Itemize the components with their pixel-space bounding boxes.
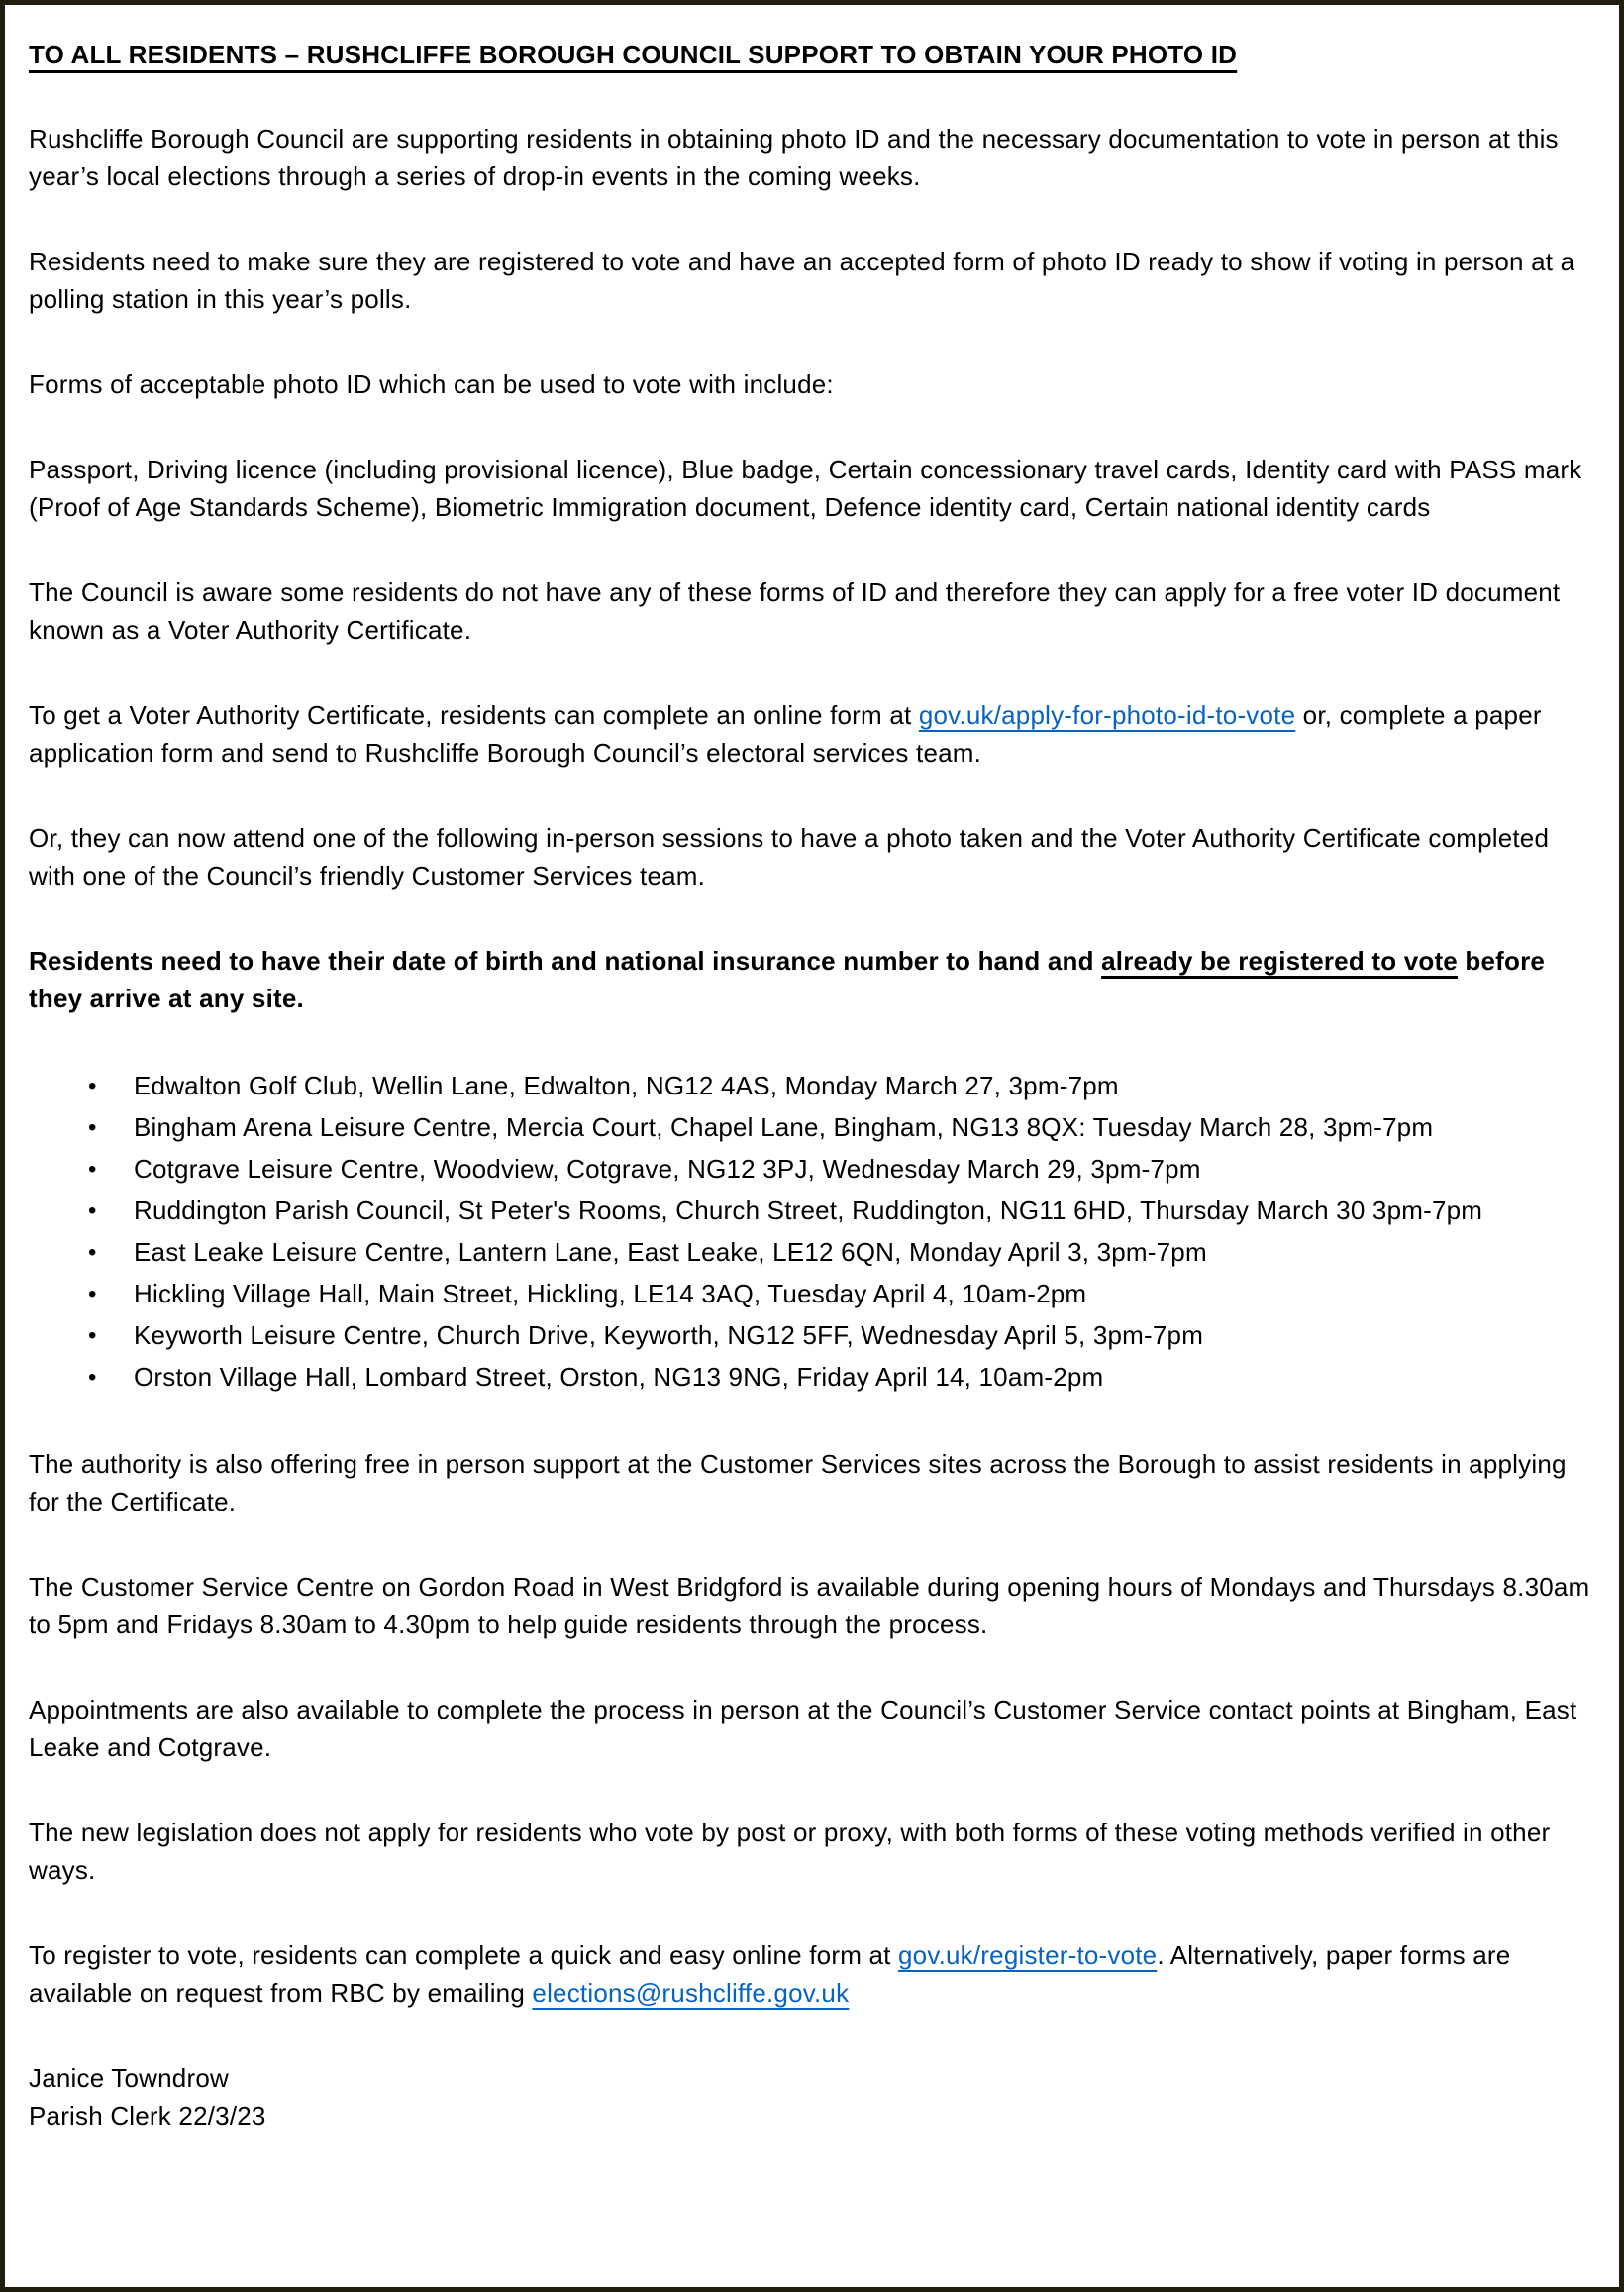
bullet-icon: • — [88, 1156, 97, 1183]
text-run: Residents need to have their date of birth and national insurance number to hand and — [29, 946, 1102, 976]
email-link[interactable]: elections@rushcliffe.gov.uk — [532, 1978, 850, 2008]
session-item — [88, 1148, 1520, 1190]
bullet-icon: • — [88, 1281, 97, 1307]
text-run: To get a Voter Authority Certificate, residents can complete an online form at — [29, 700, 919, 730]
paragraph-registered-reminder: Residents need to make sure they are registered to vote and have an accepted form of photo ID ready to show if voting in person at a polling station in this year’s polls. — [29, 247, 1575, 314]
session-item — [88, 1273, 1520, 1314]
paragraph-appointments: Appointments are also available to complete the process in person at the Council’s Customer Service contact points at Bingham, East Leake and Cotgrave. — [29, 1695, 1577, 1762]
text-run: before they arrive at any site. — [29, 946, 1546, 1013]
paragraph-sessions-intro: Or, they can now attend one of the following in-person sessions to have a photo taken and the Voter Authority Certificate completed with one of the Council’s friendly Customer Services team. — [29, 823, 1550, 890]
apply-photo-id-link[interactable]: gov.uk/apply-for-photo-id-to-vote — [918, 700, 1296, 730]
bullet-icon: • — [88, 1073, 97, 1099]
document-title: TO ALL RESIDENTS – RUSHCLIFFE BOROUGH COUNCIL SUPPORT TO OBTAIN YOUR PHOTO ID — [29, 40, 1238, 69]
session-item — [88, 1231, 1520, 1273]
signature-name: Janice Towndrow — [29, 2063, 229, 2093]
session-item — [88, 1065, 1520, 1106]
paragraph-free-certificate: The Council is aware some residents do not have any of these forms of ID and therefore they can apply for a free voter ID document known as a Voter Authority Certificate. — [29, 577, 1561, 645]
paragraph-forms-intro: Forms of acceptable photo ID which can be used to vote with include: — [29, 369, 834, 399]
session-text: East Leake Leisure Centre, Lantern Lane, East Leake, LE12 6QN, Monday April 3, 3pm-7pm — [134, 1237, 1207, 1267]
session-text: Keyworth Leisure Centre, Church Drive, Keyworth, NG12 5FF, Wednesday April 5, 3pm-7pm — [134, 1320, 1204, 1350]
session-text: Edwalton Golf Club, Wellin Lane, Edwalton, NG12 4AS, Monday March 27, 3pm-7pm — [134, 1071, 1119, 1100]
signature-role: Parish Clerk 22/3/23 — [29, 2101, 266, 2131]
paragraph-forms-list: Passport, Driving licence (including provisional licence), Blue badge, Certain concessionary travel cards, Identity card with PASS mark (Proof of Age Standards Scheme), Biometric Immigration document, Defence identity card, Certain national identity cards — [29, 455, 1582, 522]
session-item — [88, 1314, 1520, 1356]
session-text: Cotgrave Leisure Centre, Woodview, Cotgrave, NG12 3PJ, Wednesday March 29, 3pm-7pm — [134, 1154, 1201, 1184]
paragraph-legislation: The new legislation does not apply for residents who vote by post or proxy, with both forms of these voting methods verified in other ways. — [29, 1818, 1551, 1885]
paragraph-customer-centre: The Customer Service Centre on Gordon Road in West Bridgford is available during opening hours of Mondays and Thursdays 8.30am to 5pm and Fridays 8.30am to 4.30pm to help guide residents through the process. — [29, 1572, 1590, 1639]
signature — [29, 2059, 1593, 2135]
session-text: Bingham Arena Leisure Centre, Mercia Court, Chapel Lane, Bingham, NG13 8QX: Tuesday March 28, 3pm-7pm — [134, 1112, 1434, 1142]
session-text: Hickling Village Hall, Main Street, Hickling, LE14 3AQ, Tuesday April 4, 10am-2pm — [134, 1279, 1087, 1308]
bullet-icon: • — [88, 1322, 97, 1349]
session-text: Ruddington Parish Council, St Peter's Rooms, Church Street, Ruddington, NG11 6HD, Thursday March 30 3pm-7pm — [134, 1196, 1483, 1225]
sessions-list — [29, 1065, 1593, 1398]
paragraph-requirements — [29, 942, 1593, 1017]
session-item — [88, 1190, 1520, 1231]
paragraph-get-certificate — [29, 696, 1593, 772]
paragraph-intro: Rushcliffe Borough Council are supporting residents in obtaining photo ID and the necessary documentation to vote in person at this year’s local elections through a series of drop-in events in the coming weeks. — [29, 124, 1559, 191]
bullet-icon: • — [88, 1364, 97, 1391]
bullet-icon: • — [88, 1239, 97, 1266]
bullet-icon: • — [88, 1114, 97, 1141]
register-to-vote-link[interactable]: gov.uk/register-to-vote — [898, 1940, 1158, 1970]
paragraph-support: The authority is also offering free in person support at the Customer Services sites across the Borough to assist residents in applying for the Certificate. — [29, 1449, 1567, 1516]
text-run: or, complete a paper application form and send to Rushcliffe Borough Council’s electoral services team. — [29, 700, 1542, 768]
text-run: . Alternatively, paper forms are available on request from RBC by emailing — [29, 1940, 1511, 2008]
bullet-icon: • — [88, 1198, 97, 1224]
session-item — [88, 1356, 1520, 1398]
paragraph-register — [29, 1936, 1593, 2012]
session-text: Orston Village Hall, Lombard Street, Orston, NG13 9NG, Friday April 14, 10am-2pm — [134, 1362, 1104, 1392]
session-item — [88, 1106, 1520, 1148]
text-run: To register to vote, residents can complete a quick and easy online form at — [29, 1940, 898, 1970]
underlined-text: already be registered to vote — [1101, 946, 1458, 976]
